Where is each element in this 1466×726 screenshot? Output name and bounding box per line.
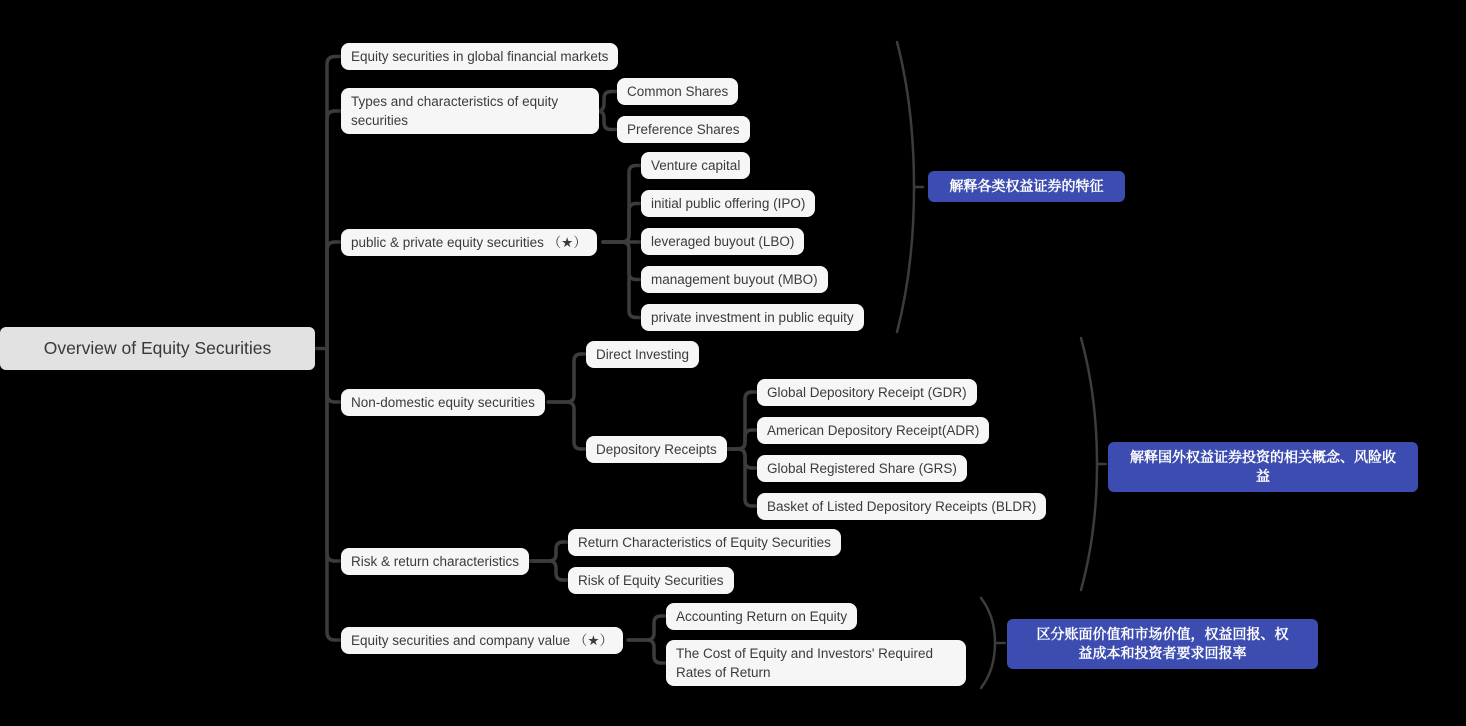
node-ipo[interactable]: initial public offering (IPO)	[641, 190, 815, 217]
node-company-value[interactable]: Equity securities and company value （★）	[341, 627, 623, 654]
node-mbo[interactable]: management buyout (MBO)	[641, 266, 828, 293]
node-root[interactable]: Overview of Equity Securities	[0, 327, 315, 370]
brace-marks	[897, 42, 1106, 688]
node-cost-of-equity[interactable]: The Cost of Equity and Investors' Required Rates of Return	[666, 640, 966, 686]
brace-1	[897, 42, 914, 332]
node-accounting-roe[interactable]: Accounting Return on Equity	[666, 603, 857, 630]
node-public-private-equity[interactable]: public & private equity securities （★）	[341, 229, 597, 256]
brace-3	[981, 598, 995, 688]
node-pipe[interactable]: private investment in public equity	[641, 304, 864, 331]
node-risk-return[interactable]: Risk & return characteristics	[341, 548, 529, 575]
annotation-book-vs-market-value[interactable]: 区分账面价值和市场价值，权益回报、权益成本和投资者要求回报率	[1007, 619, 1318, 669]
node-direct-investing[interactable]: Direct Investing	[586, 341, 699, 368]
node-grs[interactable]: Global Registered Share (GRS)	[757, 455, 967, 482]
annotation-equity-features[interactable]: 解释各类权益证券的特征	[928, 171, 1125, 202]
node-adr[interactable]: American Depository Receipt(ADR)	[757, 417, 989, 444]
node-lbo[interactable]: leveraged buyout (LBO)	[641, 228, 804, 255]
annotation-foreign-equity-concepts[interactable]: 解释国外权益证券投资的相关概念、风险收益	[1108, 442, 1418, 492]
node-return-characteristics[interactable]: Return Characteristics of Equity Securities	[568, 529, 841, 556]
node-risk-of-equity[interactable]: Risk of Equity Securities	[568, 567, 734, 594]
node-bldr[interactable]: Basket of Listed Depository Receipts (BLDR)	[757, 493, 1046, 520]
node-global-financial-markets[interactable]: Equity securities in global financial markets	[341, 43, 618, 70]
node-common-shares[interactable]: Common Shares	[617, 78, 738, 105]
node-venture-capital[interactable]: Venture capital	[641, 152, 750, 179]
brace-2	[1081, 338, 1097, 590]
node-non-domestic[interactable]: Non-domestic equity securities	[341, 389, 545, 416]
node-types-characteristics[interactable]: Types and characteristics of equity securities	[341, 88, 599, 134]
node-depository-receipts[interactable]: Depository Receipts	[586, 436, 727, 463]
node-gdr[interactable]: Global Depository Receipt (GDR)	[757, 379, 977, 406]
node-preference-shares[interactable]: Preference Shares	[617, 116, 750, 143]
